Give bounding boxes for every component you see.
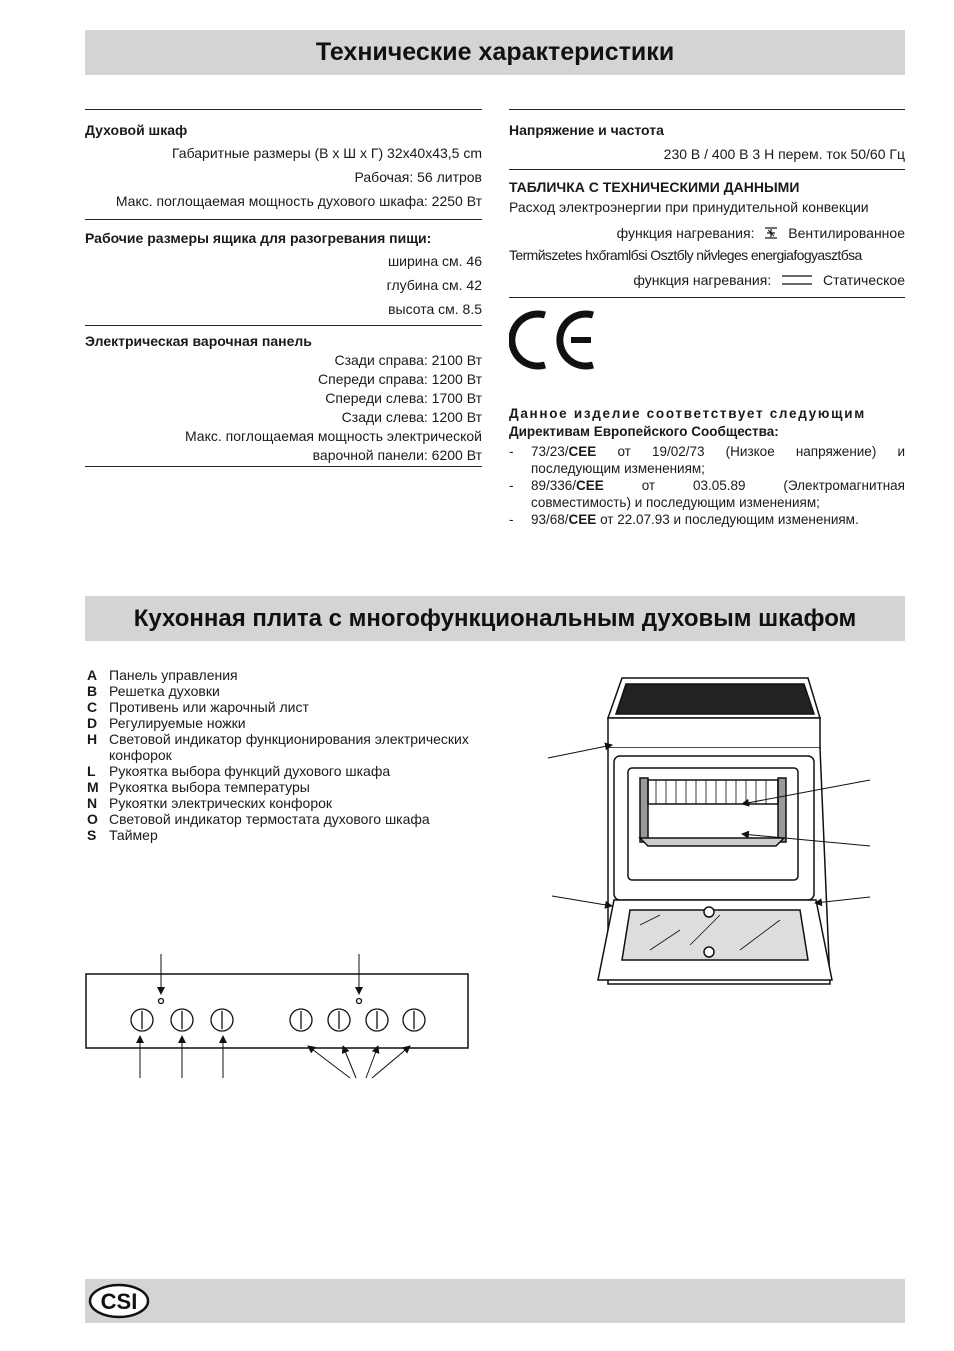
- divider: [85, 466, 482, 467]
- directives-intro-2: Директивам Европейского Сообщества:: [509, 424, 779, 439]
- function-value: Статическое: [822, 272, 905, 288]
- function-value: Вентилированное: [788, 225, 905, 241]
- legend-item: C Противень или жарочный лист: [87, 699, 309, 715]
- voltage-heading: Напряжение и частота: [509, 122, 664, 138]
- oven-power: Макс. поглощаемая мощность духового шкафа: 2250 Вт: [115, 193, 482, 209]
- warming-width: ширина см. 46: [387, 253, 482, 269]
- consumption-line: Расход электроэнергии при принудительной конвекции: [509, 199, 869, 215]
- legend-item: B Решетка духовки: [87, 683, 220, 699]
- data-plate-heading: ТАБЛИЧКА С ТЕХНИЧЕСКИМИ ДАННЫМИ: [509, 179, 800, 195]
- parts-legend: [85, 667, 483, 843]
- divider: [509, 109, 905, 110]
- hob-front-right: Спереди справа: 1200 Вт: [318, 371, 482, 387]
- directive-item: - 93/68/CEE от 22.07.93 и последующим изменениям.: [509, 512, 859, 527]
- section-banner-cooker: [85, 596, 905, 641]
- warming-depth: глубина см. 42: [386, 277, 482, 293]
- divider: [509, 297, 905, 298]
- section-banner-specs: [85, 30, 905, 75]
- legend-item: N Рукоятки электрических конфорок: [87, 795, 333, 811]
- control-panel-illustration: [80, 950, 480, 1085]
- legend-item: M Рукоятка выбора температуры: [87, 779, 310, 795]
- fan-function-icon: [764, 226, 778, 240]
- warming-drawer-heading: Рабочие размеры ящика для разогревания пищи:: [85, 230, 432, 246]
- function-label: функция нагревания:: [616, 225, 755, 241]
- hob-rear-right: Сзади справа: 2100 Вт: [334, 352, 482, 368]
- function-label: функция нагревания:: [633, 272, 772, 288]
- hob-max-power-2: варочной панели: 6200 Вт: [312, 447, 482, 463]
- oven-heading: Духовой шкаф: [85, 122, 188, 138]
- legend-item: H Световой индикатор функционирования электрических конфорок: [87, 731, 469, 763]
- directive-item: - 73/23/CEE от 19/02/73 (Низкое напряжение) и последующим изменениям;: [509, 444, 905, 476]
- section-title-specs: Технические характеристики: [315, 38, 675, 66]
- legend-item: L Рукоятка выбора функций духового шкафа: [87, 763, 391, 779]
- hob-rear-left: Сзади слева: 1200 Вт: [341, 409, 482, 425]
- cooker-illustration: [540, 670, 880, 1000]
- legend-item: A Панель управления: [87, 667, 238, 683]
- oven-volume: Рабочая: 56 литров: [354, 169, 482, 185]
- directives-intro-1: Данное изделие соответствует следующим: [509, 406, 866, 421]
- directives-block: [509, 405, 905, 528]
- csi-logo-text: CSI: [100, 1289, 138, 1314]
- divider: [509, 169, 905, 170]
- static-heating-icon: [781, 274, 813, 286]
- ce-mark-icon: [509, 307, 599, 373]
- divider: [85, 325, 482, 326]
- legend-item: S Таймер: [87, 827, 158, 843]
- divider: [85, 219, 482, 220]
- csi-logo: [88, 1283, 150, 1319]
- hob-max-power-1: Макс. поглощаемая мощность электрической: [184, 428, 482, 444]
- divider: [85, 109, 482, 110]
- function-static: [633, 272, 905, 288]
- legend-item: O Световой индикатор термостата духового шкафа: [87, 811, 430, 827]
- hob-front-left: Спереди слева: 1700 Вт: [325, 390, 482, 406]
- oven-dimensions: Габаритные размеры (В х Ш х Г) 32x40x43,5 cm: [171, 145, 482, 161]
- warming-height: высота см. 8.5: [388, 301, 482, 317]
- hob-heading: Электрическая варочная панель: [85, 333, 312, 349]
- legend-item: D Регулируемые ножки: [87, 715, 246, 731]
- section-title-cooker: Кухонная плита с многофункциональным духовым шкафом: [133, 605, 857, 632]
- hungarian-line: Termйszetes hхőramlбsi Osztбly nйvleges energiafogyasztбsa: [509, 247, 862, 263]
- voltage-value: 230 В / 400 В 3 Н перем. ток 50/60 Гц: [663, 146, 905, 162]
- footer-bar: [85, 1279, 905, 1323]
- directive-item: - 89/336/CEE от 03.05.89 (Электромагнитная совместимость) и последующим изменениям;: [509, 478, 905, 510]
- function-ventilated: [617, 225, 905, 241]
